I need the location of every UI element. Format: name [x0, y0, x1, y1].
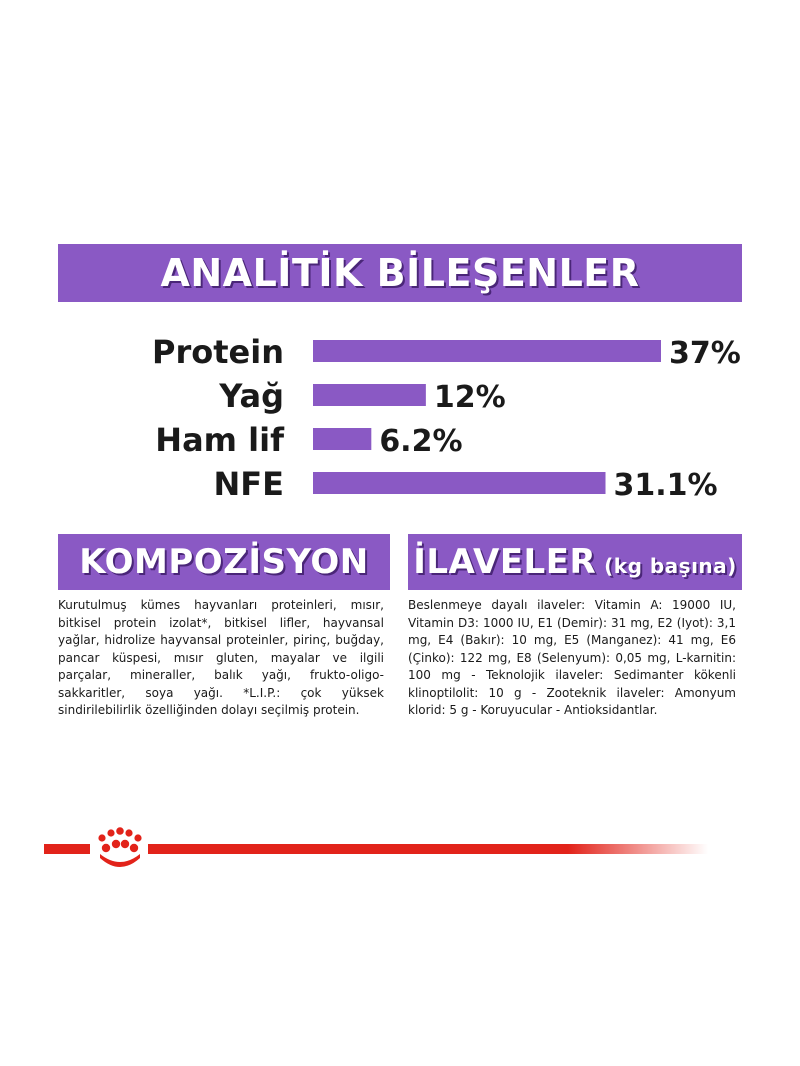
value-label-ham-lif: 6.2%	[379, 424, 463, 459]
composition-title: KOMPOZİSYON	[79, 542, 369, 582]
additives-text: Beslenmeye dayalı ilaveler: Vitamin A: 19000 IU, Vitamin D3: 1000 IU, E1 (Demir): 31 mg, E2 (Iyot): 3,1 mg, E4 (Bakır): 10 mg, E5 (Manganez): 41 mg, E6 (Çinko): 122 mg, E8 (Selenyum): 0,05 mg, L-karnitin: 100 mg - Teknolojik ilaveler: Sedimanter kökenli klinoptilolit: 10 g - Zooteknik ilaveler: Amonyum klorid: 5 g - Koruyucular - Antioksidantlar.	[408, 598, 736, 717]
bar-nfe	[313, 472, 606, 494]
footer-line-left	[44, 844, 90, 854]
bar-ham-lif	[313, 428, 371, 450]
value-label-yag: 12%	[433, 380, 506, 415]
category-label-nfe: NFE	[213, 465, 284, 503]
category-label-protein: Protein	[152, 333, 284, 371]
composition-banner	[58, 534, 390, 590]
footer-line-right	[148, 844, 708, 854]
analytic-bar-chart	[0, 320, 800, 510]
page-title: ANALİTİK BİLEŞENLER	[160, 251, 640, 295]
additives-title: İLAVELER	[413, 542, 597, 582]
value-label-nfe: 31.1%	[613, 468, 718, 503]
analytic-components-banner	[58, 244, 742, 302]
category-label-yag: Yağ	[219, 377, 284, 415]
bar-protein	[313, 340, 661, 362]
additives-banner	[408, 534, 742, 590]
bar-yag	[313, 384, 426, 406]
brand-footer	[44, 822, 724, 872]
additives-subtitle: (kg başına)	[604, 554, 737, 578]
composition-text: Kurutulmuş kümes hayvanları proteinleri, mısır, bitkisel protein izolat*, bitkisel lifler, hayvansal yağlar, hidrolize hayvansal proteinler, pirinç, buğday, pancar küspesi, mısır gluten, mayalar ve ilgili parçalar, mineraller, balık yağı, frukto-oligo-sakkaritler, soya yağı. *L.I.P.: çok yüksek sindirilebilirlik özelliğinden dolayı seçilmiş protein.	[58, 598, 384, 717]
category-label-ham-lif: Ham lif	[155, 421, 284, 459]
value-label-protein: 37%	[669, 336, 741, 371]
crown-icon	[98, 827, 141, 867]
